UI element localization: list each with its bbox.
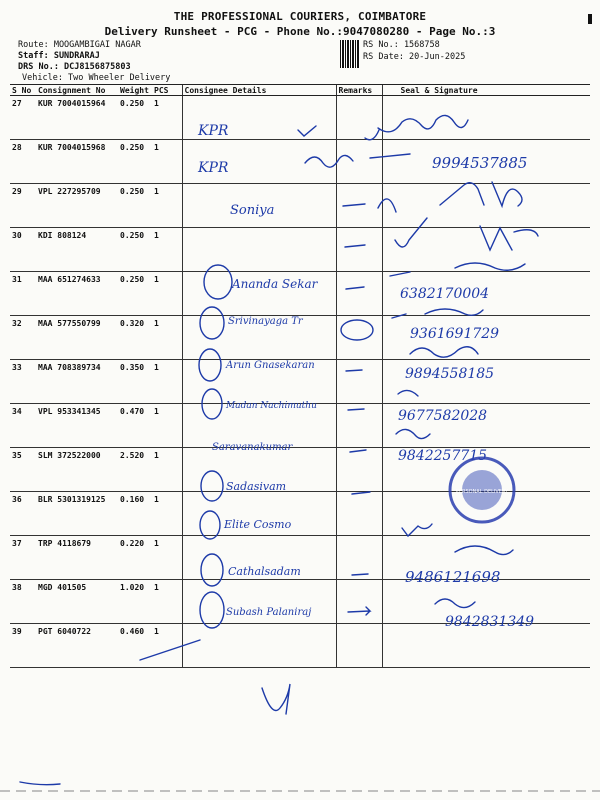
sno: 32	[10, 316, 36, 360]
weight: 0.250	[118, 272, 152, 316]
remarks-cell	[336, 492, 382, 536]
handwritten-consignee: KPR	[198, 160, 229, 176]
table-row	[10, 404, 590, 448]
pcs: 1	[152, 140, 182, 184]
consignee-cell	[182, 624, 336, 668]
consignment-no: KUR 7004015964	[36, 96, 118, 140]
signature-cell	[382, 272, 590, 316]
barcode	[340, 40, 360, 68]
signature-cell	[382, 580, 590, 624]
consignee-cell	[182, 580, 336, 624]
handwritten-phone: 9894558185	[405, 366, 495, 382]
consignee-cell	[182, 536, 336, 580]
pcs: 1	[152, 536, 182, 580]
pcs: 1	[152, 272, 182, 316]
remarks-cell	[336, 140, 382, 184]
handwritten-consignee: Ananda Sekar	[232, 277, 318, 291]
handwritten-consignee: Elite Cosmo	[224, 518, 292, 531]
table-row	[10, 580, 590, 624]
signature-cell	[382, 448, 590, 492]
consignee-cell	[182, 140, 336, 184]
col-weight: Weight	[118, 85, 152, 96]
consignee-cell	[182, 272, 336, 316]
table-row	[10, 536, 590, 580]
table-row	[10, 316, 590, 360]
signature-cell	[382, 404, 590, 448]
weight: 0.470	[118, 404, 152, 448]
handwritten-consignee: Sadasivam	[226, 480, 287, 493]
signature-cell	[382, 184, 590, 228]
handwritten-consignee: Saravanakumar	[212, 442, 293, 453]
weight: 0.320	[118, 316, 152, 360]
signature-cell	[382, 492, 590, 536]
consignment-no: VPL 227295709	[36, 184, 118, 228]
consignee-cell	[182, 184, 336, 228]
weight: 0.250	[118, 228, 152, 272]
consignee-cell	[182, 492, 336, 536]
runsheet-subtitle: Delivery Runsheet - PCG - Phone No.:9047080280 - Page No.:3	[104, 25, 496, 38]
remarks-cell	[336, 272, 382, 316]
consignment-no: PGT 6040722	[36, 624, 118, 668]
pcs: 1	[152, 228, 182, 272]
table-row	[10, 228, 590, 272]
signature-cell	[382, 624, 590, 668]
pcs: 1	[152, 580, 182, 624]
col-sno: S No	[10, 85, 36, 96]
runsheet-table	[10, 84, 590, 668]
consignment-no: BLR 5301319125	[36, 492, 118, 536]
pcs: 1	[152, 360, 182, 404]
staff-label: Staff: SUNDRARAJ	[18, 51, 100, 61]
consignee-cell	[182, 448, 336, 492]
rs-date: RS Date: 20-Jun-2025	[363, 52, 466, 62]
pcs: 1	[152, 624, 182, 668]
col-signature: Seal & Signature	[382, 85, 590, 96]
sno: 30	[10, 228, 36, 272]
rs-number: RS No.: 1568758	[363, 40, 440, 50]
pcs: 1	[152, 316, 182, 360]
remarks-cell	[336, 448, 382, 492]
table-row	[10, 448, 590, 492]
consignee-cell	[182, 228, 336, 272]
consignment-no: KDI 808124	[36, 228, 118, 272]
sno: 28	[10, 140, 36, 184]
remarks-cell	[336, 96, 382, 140]
sno: 33	[10, 360, 36, 404]
consignment-no: MGD 401505	[36, 580, 118, 624]
handwritten-consignee: Madan Nachimuthu	[226, 401, 317, 411]
signature-cell	[382, 96, 590, 140]
handwritten-consignee: Subash Palaniraj	[226, 607, 312, 618]
handwritten-consignee: Srivinayaga Tr	[228, 316, 303, 327]
page-footer-line	[0, 790, 600, 792]
sno: 34	[10, 404, 36, 448]
handwritten-consignee: KPR	[198, 123, 229, 139]
vehicle-label: Vehicle: Two Wheeler Delivery	[22, 73, 171, 83]
handwritten-phone: 9361691729	[410, 326, 500, 342]
table-row	[10, 624, 590, 668]
pcs: 1	[152, 492, 182, 536]
consignment-no: TRP 4118679	[36, 536, 118, 580]
consignment-no: MAA 651274633	[36, 272, 118, 316]
sno: 29	[10, 184, 36, 228]
weight: 0.220	[118, 536, 152, 580]
weight: 0.160	[118, 492, 152, 536]
table-row	[10, 492, 590, 536]
sno: 37	[10, 536, 36, 580]
pcs: 1	[152, 96, 182, 140]
consignment-no: VPL 953341345	[36, 404, 118, 448]
table-header	[10, 85, 590, 96]
handwritten-consignee: Cathalsadam	[228, 565, 301, 578]
weight: 0.250	[118, 96, 152, 140]
sno: 27	[10, 96, 36, 140]
drs-label: DRS No.: DCJ8156875803	[18, 62, 131, 72]
remarks-cell	[336, 360, 382, 404]
stray-pen-mark	[20, 782, 60, 785]
sno: 35	[10, 448, 36, 492]
handwritten-phone: 9842831349	[445, 614, 535, 630]
table-row	[10, 184, 590, 228]
remarks-cell	[336, 404, 382, 448]
consignee-cell	[182, 404, 336, 448]
pcs: 1	[152, 404, 182, 448]
remarks-cell	[336, 184, 382, 228]
col-consignment: Consignment No	[36, 85, 118, 96]
weight: 0.250	[118, 140, 152, 184]
remarks-cell	[336, 536, 382, 580]
table-row	[10, 272, 590, 316]
consignment-no: KUR 7004015968	[36, 140, 118, 184]
col-remarks: Remarks	[336, 85, 382, 96]
consignment-no: MAA 708389734	[36, 360, 118, 404]
remarks-cell	[336, 228, 382, 272]
signature-cell	[382, 140, 590, 184]
weight: 2.520	[118, 448, 152, 492]
consignee-cell	[182, 360, 336, 404]
handwritten-phone: 9486121698	[405, 568, 501, 586]
sno: 39	[10, 624, 36, 668]
company-title: THE PROFESSIONAL COURIERS, COIMBATORE	[173, 10, 427, 23]
handwritten-phone: 6382170004	[400, 286, 490, 302]
consignee-cell	[182, 96, 336, 140]
handwritten-phone: 9994537885	[432, 154, 528, 172]
weight: 0.460	[118, 624, 152, 668]
consignment-no: SLM 372522000	[36, 448, 118, 492]
consignment-no: MAA 577550799	[36, 316, 118, 360]
route-label: Route: MOOGAMBIGAI NAGAR	[18, 40, 141, 50]
table-row	[10, 96, 590, 140]
stamp-text: PERSONAL DELIVERY	[455, 489, 509, 495]
col-consignee: Consignee Details	[182, 85, 336, 96]
handwritten-consignee: Soniya	[230, 203, 275, 218]
table-row	[10, 360, 590, 404]
sno: 36	[10, 492, 36, 536]
stray-pen-mark	[262, 684, 290, 714]
signature-cell	[382, 316, 590, 360]
handwritten-phone: 9842257715	[398, 448, 488, 464]
table-row	[10, 140, 590, 184]
remarks-cell	[336, 316, 382, 360]
col-pcs: PCS	[152, 85, 182, 96]
weight: 0.250	[118, 184, 152, 228]
signature-cell	[382, 536, 590, 580]
consignee-cell	[182, 316, 336, 360]
remarks-cell	[336, 580, 382, 624]
weight: 1.020	[118, 580, 152, 624]
signature-cell	[382, 360, 590, 404]
sno: 38	[10, 580, 36, 624]
weight: 0.350	[118, 360, 152, 404]
pcs: 1	[152, 184, 182, 228]
sno: 31	[10, 272, 36, 316]
pcs: 1	[152, 448, 182, 492]
handwritten-consignee: Arun Gnasekaran	[226, 360, 315, 371]
signature-cell	[382, 228, 590, 272]
remarks-cell	[336, 624, 382, 668]
handwritten-phone: 9677582028	[398, 408, 488, 424]
